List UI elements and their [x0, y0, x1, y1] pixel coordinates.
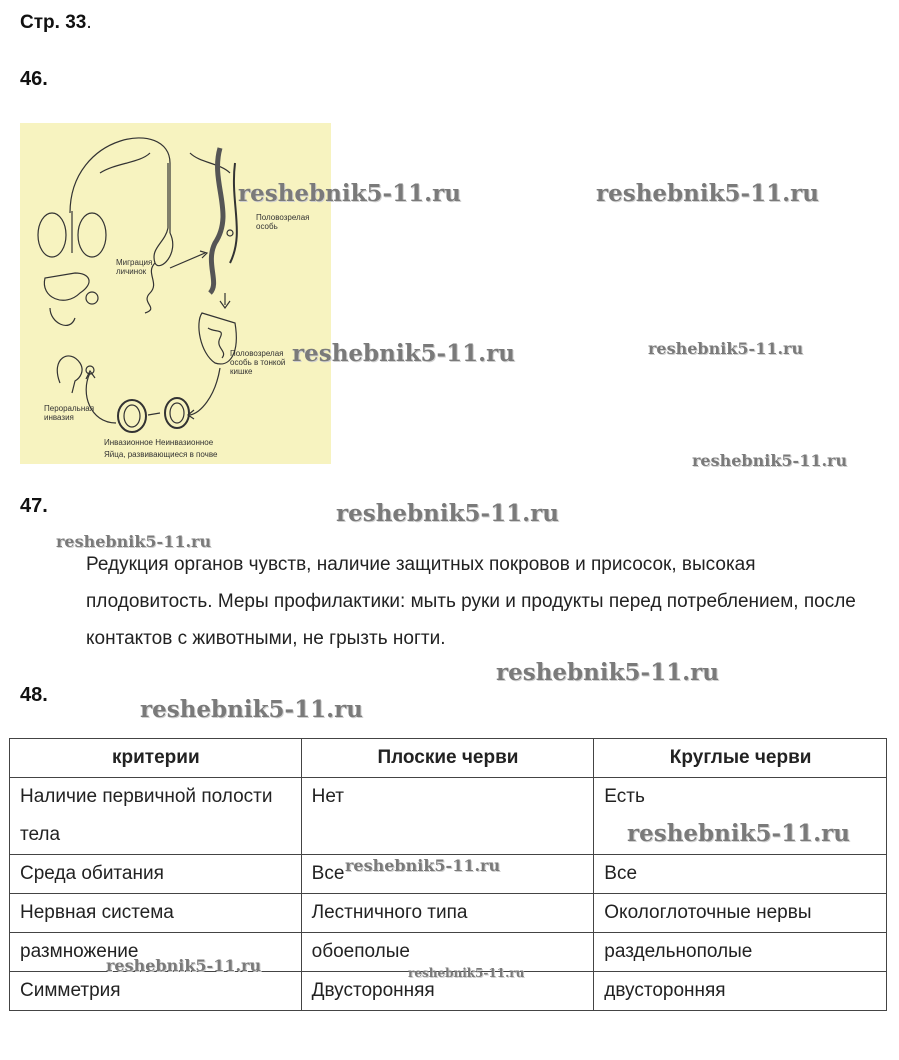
human-head-icon	[57, 356, 82, 393]
svg-text:особь в тонкой: особь в тонкой	[230, 358, 286, 367]
migration-arc	[70, 138, 170, 233]
watermark: reshebnik5-11.ru	[106, 956, 262, 975]
watermark: reshebnik5-11.ru	[345, 856, 501, 875]
adult-worm-icon	[210, 148, 223, 293]
page-number: Стр. 33	[20, 12, 87, 33]
table-cell: Все	[301, 855, 594, 894]
task-47-number: 47.	[20, 495, 48, 517]
table-cell: двусторонняя	[594, 972, 887, 1011]
svg-text:кишке: кишке	[230, 367, 253, 376]
column-header: критерии	[10, 739, 302, 778]
table-cell: Лестничного типа	[301, 894, 594, 933]
svg-text:особь: особь	[256, 222, 278, 231]
table-cell: Нервная система	[10, 894, 302, 933]
svg-text:личинок: личинок	[116, 267, 147, 276]
watermark: reshebnik5-11.ru	[627, 820, 850, 847]
column-header: Плоские черви	[301, 739, 594, 778]
task-48-number: 48.	[20, 684, 48, 706]
table-cell: размножение	[10, 933, 302, 972]
table-cell: Все	[594, 855, 887, 894]
table-cell: Двусторонняя	[301, 972, 594, 1011]
table-cell: Наличие первичной полости тела	[10, 778, 302, 855]
table-cell: Есть	[594, 778, 887, 855]
task-47-answer: Редукция органов чувств, наличие защитных покровов и присосок, высокая плодовитость. Меры профилактики: мыть руки и продукты перед потреблением, после контактов с животными, не грызть ногти.	[86, 554, 856, 649]
liver-icon	[44, 273, 89, 300]
svg-text:Половозрелая: Половозрелая	[256, 213, 310, 222]
table-cell: обоеполые	[301, 933, 594, 972]
table-header-row	[10, 739, 887, 778]
table-cell: раздельнополые	[594, 933, 887, 972]
svg-text:Миграция: Миграция	[116, 258, 153, 267]
column-header: Круглые черви	[594, 739, 887, 778]
svg-text:Половозрелая: Половозрелая	[230, 349, 284, 358]
svg-text:Инвазионное Неинвазионное: Инвазионное Неинвазионное	[104, 438, 214, 447]
watermark: reshebnik5-11.ru	[692, 451, 848, 470]
svg-text:Яйца, развивающиеся в почве: Яйца, развивающиеся в почве	[104, 450, 218, 459]
watermark: reshebnik5-11.ru	[408, 966, 525, 980]
table-cell: Окологлоточные нервы	[594, 894, 887, 933]
table-cell: Нет	[301, 778, 594, 855]
watermark: reshebnik5-11.ru	[140, 696, 363, 723]
lung-right-icon	[78, 213, 106, 257]
svg-text:Пероральная: Пероральная	[44, 404, 95, 413]
table-cell: Симметрия	[10, 972, 302, 1011]
watermark: reshebnik5-11.ru	[596, 180, 819, 207]
lung-left-icon	[38, 213, 66, 257]
watermark: reshebnik5-11.ru	[292, 340, 515, 367]
watermark: reshebnik5-11.ru	[336, 500, 559, 527]
roundworm-lifecycle-diagram	[20, 123, 331, 464]
task-46-number: 46.	[20, 68, 48, 90]
svg-text:инвазия: инвазия	[44, 413, 74, 422]
table-cell: Среда обитания	[10, 855, 302, 894]
watermark: reshebnik5-11.ru	[648, 339, 804, 358]
watermark: reshebnik5-11.ru	[238, 180, 461, 207]
watermark: reshebnik5-11.ru	[56, 532, 212, 551]
page-reference	[20, 12, 92, 34]
watermark: reshebnik5-11.ru	[496, 659, 719, 686]
page-number-dot: .	[86, 12, 92, 33]
table-row	[10, 894, 887, 933]
